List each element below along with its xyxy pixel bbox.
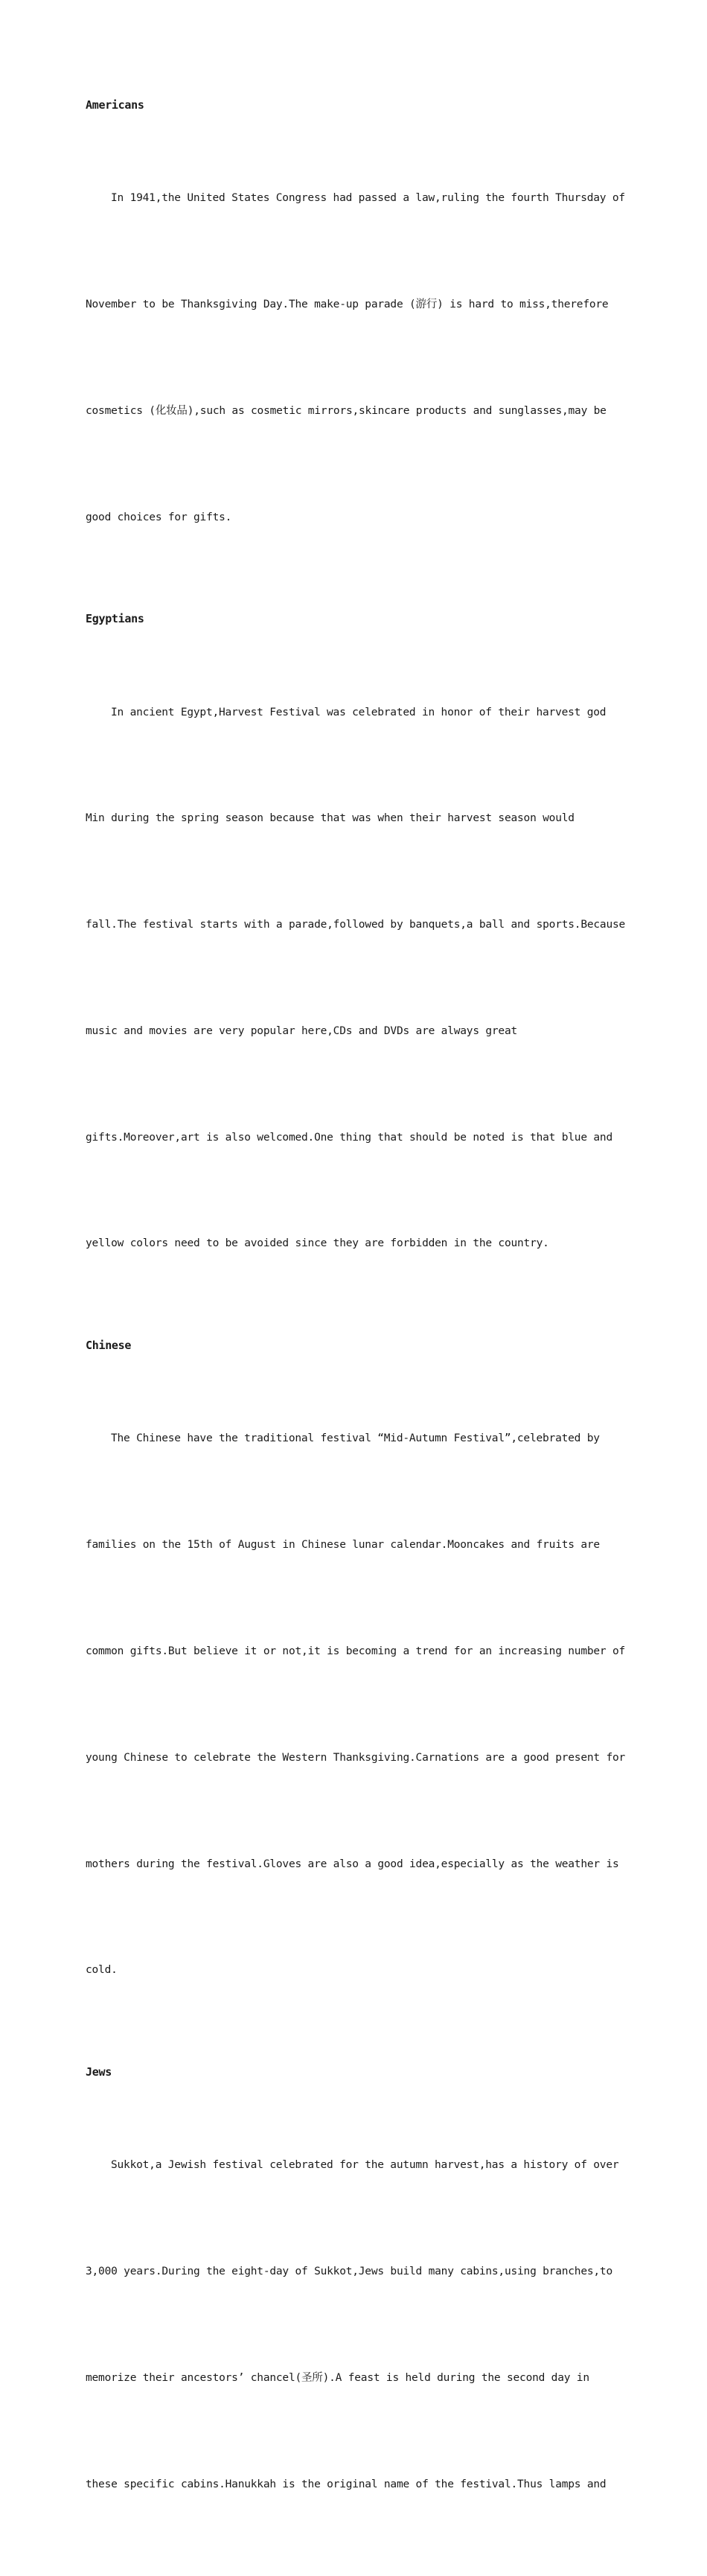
paragraph-line: these specific cabins.Hanukkah is the original name of the festival.Thus lamps and	[86, 2478, 607, 2490]
paragraph-line: mothers during the festival.Gloves are also a good idea,especially as the weather is	[86, 1858, 619, 1870]
paragraph-line: gifts.Moreover,art is also welcomed.One thing that should be noted is that blue and	[86, 1131, 612, 1144]
section-heading: Jews	[86, 2065, 112, 2079]
paragraph-line: 3,000 years.During the eight-day of Sukkot,Jews build many cabins,using branches,to	[86, 2266, 612, 2278]
section-chinese	[86, 1336, 629, 2059]
paragraph-line: In ancient Egypt,Harvest Festival was celebrated in honor of their harvest god	[111, 706, 607, 718]
paragraph-line: The Chinese have the traditional festival “Mid-Autumn Festival”,celebrated by	[111, 1432, 600, 1445]
section-paragraph	[86, 1351, 629, 2059]
paragraph-line: memorize their ancestors’ chancel(圣所).A feast is held during the second day in	[86, 2371, 589, 2384]
paragraph-line: good choices for gifts.	[86, 511, 232, 523]
paragraph-line: November to be Thanksgiving Day.The make-up parade (游行) is hard to miss,therefore	[86, 298, 609, 310]
paragraph-line: yellow colors need to be avoided since they are forbidden in the country.	[86, 1237, 549, 1250]
section-jews	[86, 2062, 629, 2573]
section-americans	[86, 95, 629, 606]
paragraph-line: families on the 15th of August in Chinese lunar calendar.Mooncakes and fruits are	[86, 1539, 600, 1552]
section-paragraph	[86, 110, 629, 606]
paragraph-line: Min during the spring season because that was when their harvest season would	[86, 812, 575, 825]
paragraph-line: In 1941,the United States Congress had passed a law,ruling the fourth Thursday of	[111, 192, 625, 205]
paragraph-line: common gifts.But believe it or not,it is becoming a trend for an increasing number of	[86, 1645, 626, 1657]
paragraph-line: young Chinese to celebrate the Western Thanksgiving.Carnations are a good present for	[86, 1751, 626, 1764]
section-heading: Chinese	[86, 1339, 132, 1353]
paragraph-line: cosmetics (化妆品),such as cosmetic mirrors,skincare products and sunglasses,may be	[86, 404, 607, 417]
paragraph-line: music and movies are very popular here,CDs and DVDs are always great	[86, 1024, 518, 1037]
section-heading: Egyptians	[86, 612, 144, 626]
paragraph-line: fall.The festival starts with a parade,followed by banquets,a ball and sports.Because	[86, 919, 626, 931]
section-egyptians	[86, 609, 629, 1333]
paragraph-line: Sukkot,a Jewish festival celebrated for the autumn harvest,has a history of over	[111, 2159, 619, 2172]
paragraph-line: cold.	[86, 1964, 118, 1977]
document-page	[86, 95, 629, 2576]
section-heading: Americans	[86, 98, 144, 112]
section-paragraph	[86, 2077, 629, 2573]
section-paragraph	[86, 624, 629, 1333]
